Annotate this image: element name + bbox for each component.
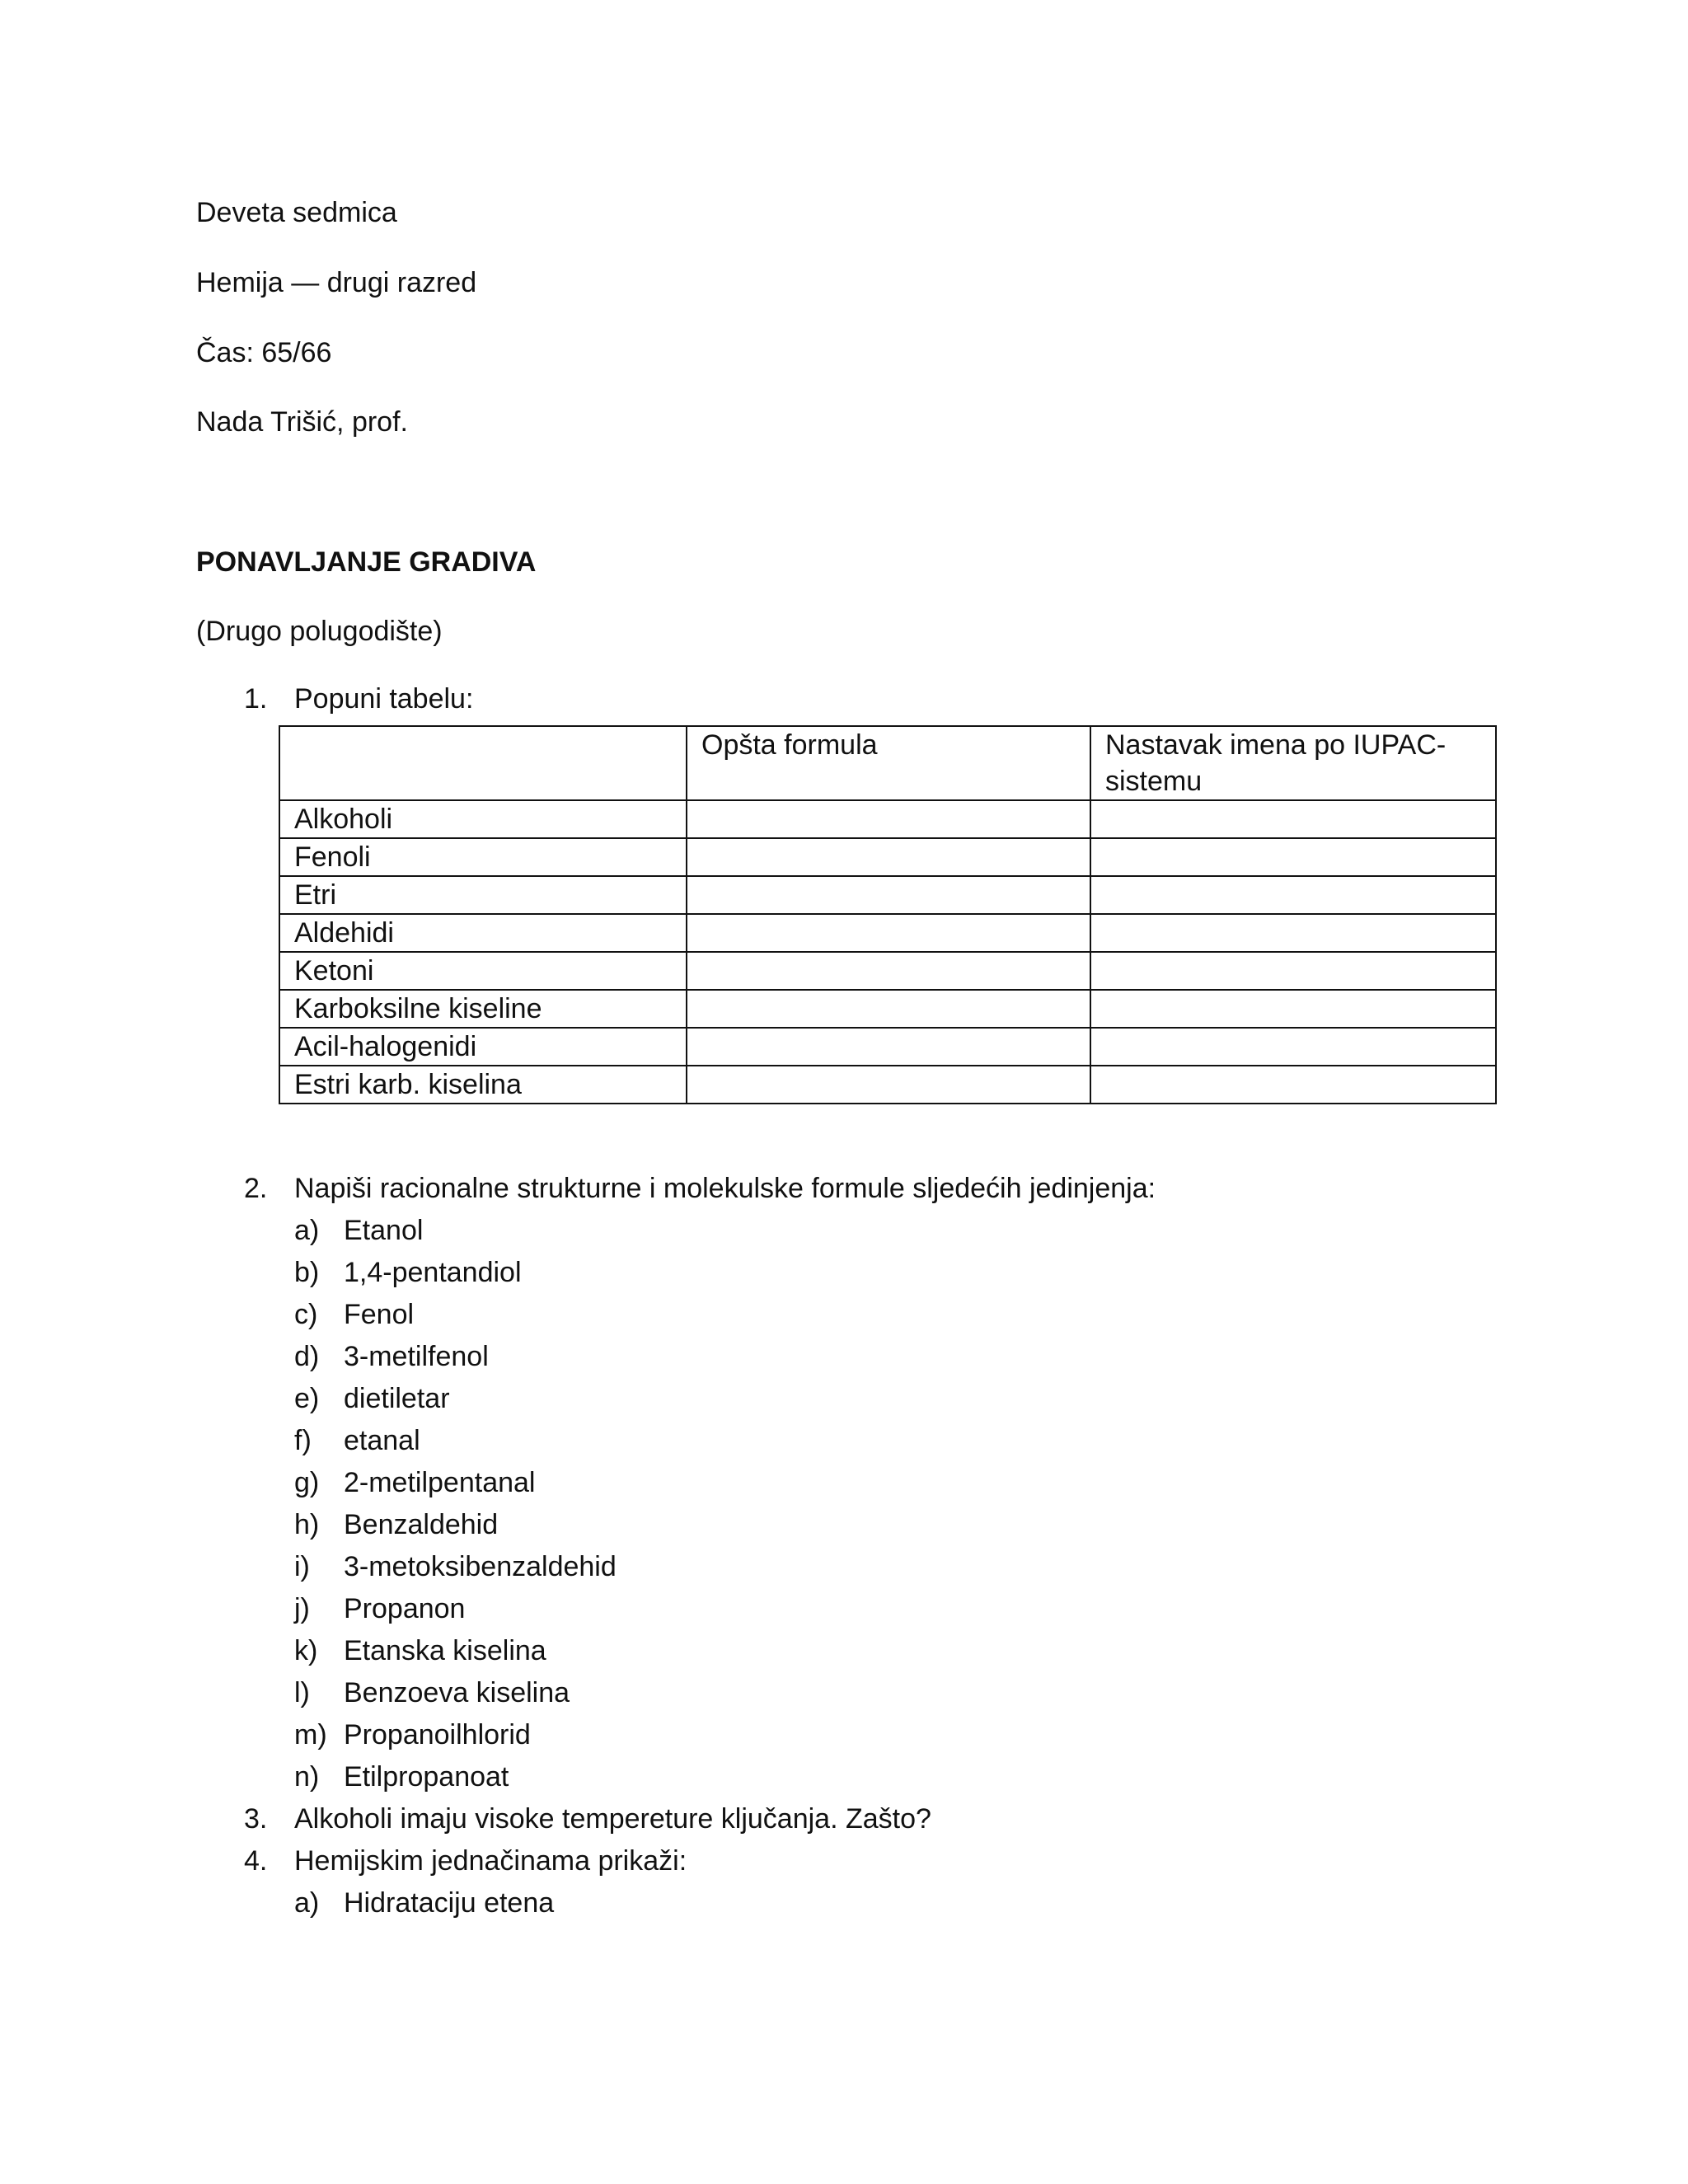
list-item: Benzaldehid <box>344 1509 499 1540</box>
list-item: dietiletar <box>344 1383 450 1414</box>
table-header-row <box>279 726 1496 800</box>
row-label: Alkoholi <box>279 800 687 838</box>
answer-cell[interactable] <box>1090 876 1496 914</box>
section-subtitle: (Drugo polugodište) <box>196 616 443 647</box>
table-row <box>279 838 1496 876</box>
teacher-label: Nada Trišić, prof. <box>196 406 408 438</box>
question-number: 4. <box>244 1845 268 1877</box>
fill-table <box>279 725 1497 1104</box>
table-header-cell <box>279 726 687 800</box>
question-text: Popuni tabelu: <box>294 683 474 715</box>
list-letter: e) <box>294 1383 320 1414</box>
list-item: Etilpropanoat <box>344 1761 509 1793</box>
list-item: Propanon <box>344 1593 466 1624</box>
list-letter: d) <box>294 1341 320 1372</box>
answer-cell[interactable] <box>1090 952 1496 990</box>
table-header-cell: Nastavak imena po IUPAC-sistemu <box>1090 726 1496 800</box>
section-title: PONAVLJANJE GRADIVA <box>196 546 537 578</box>
row-label: Estri karb. kiselina <box>279 1066 687 1104</box>
question-number: 1. <box>244 683 268 715</box>
list-letter: h) <box>294 1509 320 1540</box>
table-row <box>279 990 1496 1028</box>
answer-cell[interactable] <box>687 800 1090 838</box>
row-label: Fenoli <box>279 838 687 876</box>
table-row <box>279 1028 1496 1066</box>
list-letter: f) <box>294 1425 312 1456</box>
list-letter: g) <box>294 1467 320 1498</box>
list-letter: k) <box>294 1635 318 1666</box>
list-item: 2-metilpentanal <box>344 1467 536 1498</box>
list-letter: c) <box>294 1299 318 1330</box>
row-label: Aldehidi <box>279 914 687 952</box>
question-text: Napiši racionalne strukturne i molekulske formule sljedećih jedinjenja: <box>294 1173 1156 1204</box>
table-header-cell: Opšta formula <box>687 726 1090 800</box>
answer-cell[interactable] <box>1090 838 1496 876</box>
table-row <box>279 876 1496 914</box>
answer-cell[interactable] <box>687 1028 1090 1066</box>
list-item: 1,4-pentandiol <box>344 1257 522 1288</box>
row-label: Etri <box>279 876 687 914</box>
question-text: Hemijskim jednačinama prikaži: <box>294 1845 687 1877</box>
question-number: 3. <box>244 1803 268 1835</box>
list-letter: m) <box>294 1719 327 1750</box>
answer-cell[interactable] <box>687 952 1090 990</box>
list-item: Benzoeva kiselina <box>344 1677 570 1708</box>
answer-cell[interactable] <box>1090 800 1496 838</box>
table-row <box>279 1066 1496 1104</box>
lesson-label: Čas: 65/66 <box>196 337 332 368</box>
list-item: Etanol <box>344 1215 424 1246</box>
answer-cell[interactable] <box>1090 1066 1496 1104</box>
answer-cell[interactable] <box>687 838 1090 876</box>
list-item: Propanoilhlorid <box>344 1719 531 1750</box>
question-number: 2. <box>244 1173 268 1204</box>
subject-label: Hemija — drugi razred <box>196 267 477 298</box>
row-label: Acil-halogenidi <box>279 1028 687 1066</box>
list-letter: l) <box>294 1677 310 1708</box>
row-label: Karboksilne kiseline <box>279 990 687 1028</box>
question-text: Alkoholi imaju visoke tempereture ključanja. Zašto? <box>294 1803 931 1835</box>
list-item: etanal <box>344 1425 420 1456</box>
list-letter: j) <box>294 1593 310 1624</box>
list-item: 3-metoksibenzaldehid <box>344 1551 617 1582</box>
list-item: Etanska kiselina <box>344 1635 546 1666</box>
list-letter: a) <box>294 1887 320 1919</box>
list-letter: i) <box>294 1551 310 1582</box>
list-letter: n) <box>294 1761 320 1793</box>
answer-cell[interactable] <box>1090 914 1496 952</box>
answer-cell[interactable] <box>1090 990 1496 1028</box>
answer-cell[interactable] <box>1090 1028 1496 1066</box>
list-item: 3-metilfenol <box>344 1341 489 1372</box>
list-item: Hidrataciju etena <box>344 1887 555 1919</box>
list-letter: b) <box>294 1257 320 1288</box>
row-label: Ketoni <box>279 952 687 990</box>
list-letter: a) <box>294 1215 320 1246</box>
list-item: Fenol <box>344 1299 415 1330</box>
table-row <box>279 800 1496 838</box>
table-row <box>279 914 1496 952</box>
answer-cell[interactable] <box>687 914 1090 952</box>
table-row <box>279 952 1496 990</box>
week-label: Deveta sedmica <box>196 197 397 228</box>
answer-cell[interactable] <box>687 876 1090 914</box>
answer-cell[interactable] <box>687 990 1090 1028</box>
answer-cell[interactable] <box>687 1066 1090 1104</box>
